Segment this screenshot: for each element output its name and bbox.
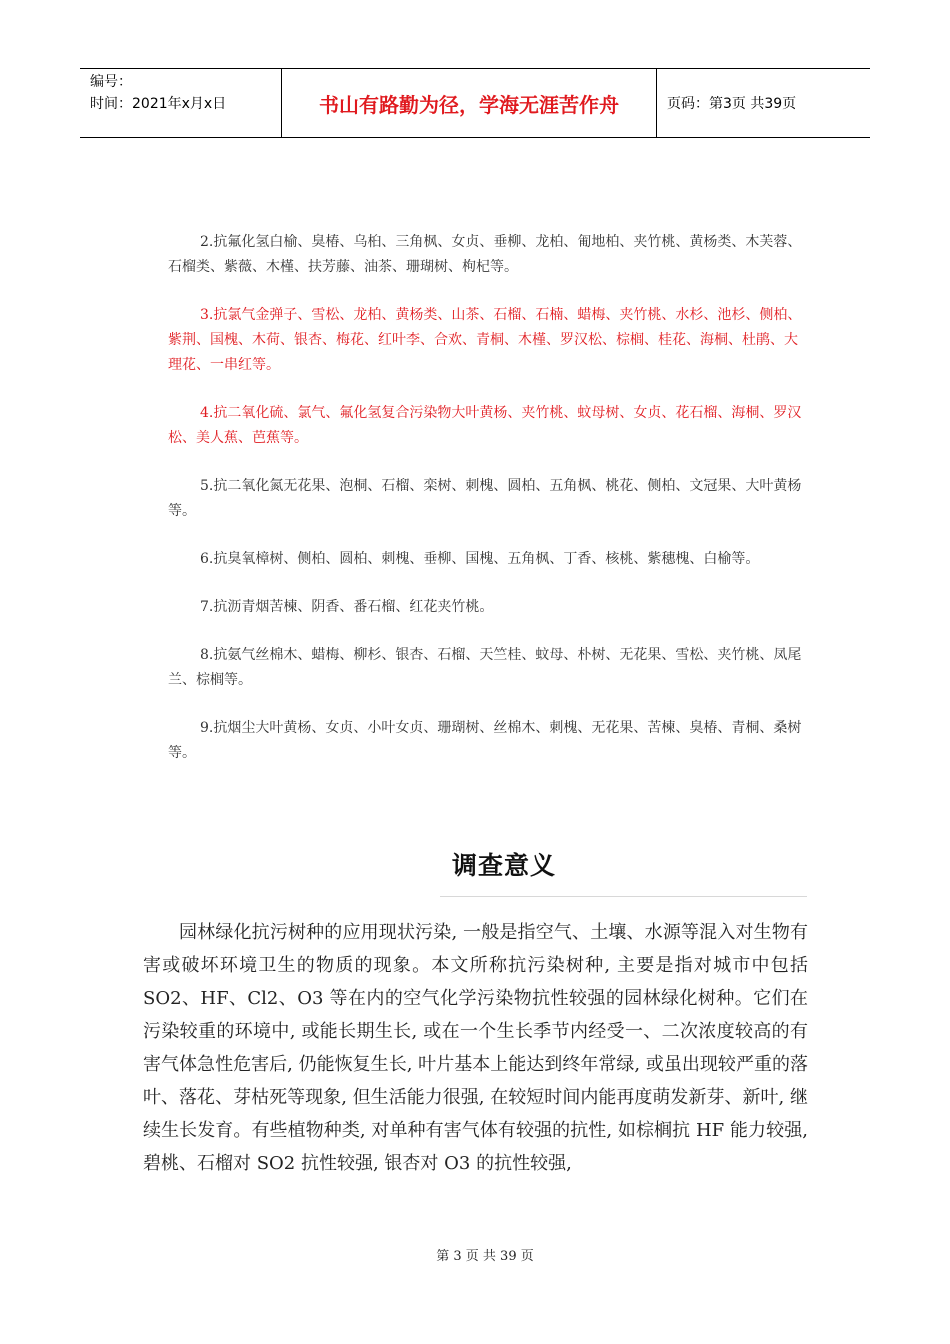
list-item-8: 8.抗氨气丝棉木、蜡梅、柳杉、银杏、石榴、天竺桂、蚊母、朴树、无花果、雪松、夹竹桃、凤尾兰、棕榈等。 [168,647,802,688]
page-footer: 第 3 页 共 39 页 [436,1249,534,1264]
resistant-species-list [168,230,808,789]
list-item-6: 6.抗臭氧樟树、侧柏、圆柏、刺槐、垂柳、国槐、五角枫、丁香、核桃、紫穗槐、白榆等。 [200,551,760,567]
list-item-7: 7.抗沥青烟苦楝、阴香、番石榴、红花夹竹桃。 [200,599,494,615]
list-item-4: 4.抗二氧化硫、氯气、氟化氢复合污染物大叶黄杨、夹竹桃、蚊母树、女贞、花石榴、海桐、罗汉松、美人蕉、芭蕉等。 [168,405,802,446]
header-motto: 书山有路勤为径，学海无涯苦作舟 [282,69,657,137]
list-item-3: 3.抗氯气金弹子、雪松、龙柏、黄杨类、山茶、石榴、石楠、蜡梅、夹竹桃、水杉、池杉、侧柏、紫荆、国槐、木荷、银杏、梅花、红叶李、合欢、青桐、木槿、罗汉松、棕榈、桂花、海桐、杜鹃、大理花、一串红等。 [168,307,802,373]
code-label: 编号： [90,74,132,90]
header-page-label: 页码：第3页 共39页 [667,96,797,112]
list-item-5: 5.抗二氧化氮无花果、泡桐、石榴、栾树、刺槐、圆柏、五角枫、桃花、侧柏、文冠果、大叶黄杨等。 [168,478,802,519]
list-item-9: 9.抗烟尘大叶黄杨、女贞、小叶女贞、珊瑚树、丝棉木、刺槐、无花果、苦楝、臭椿、青桐、桑树等。 [168,720,802,761]
section-title: 调查意义 [452,851,557,880]
section-body: 园林绿化抗污树种的应用现状污染, 一般是指空气、土壤、水源等混入对生物有害或破坏环境卫生的物质的现象。本文所称抗污染树种, 主要是指对城市中包括 SO2、HF、Cl2、O3 等在内的空气化学污染物抗性较强的园林绿化树种。它们在污染较重的环境中, 或能长期生长, 或在一个生长季节内经受一、二次浓度较高的有害气体急性危害后, 仍能恢复生长, 叶片基本上能达到终年常绿, 或虽出现较严重的落叶、落花、芽枯死等现象, 但生活能力很强, 在较短时间内能再度萌发新芽、新叶, 继续生长发育。有些植物种类, 对单种有害气体有较强的抗性, 如棕榈抗 HF 能力较强, 碧桃、石榴对 SO2 抗性较强, 银杏对 O3 的抗性较强, [143,922,808,1174]
time-label: 时间：2021年x月x日 [90,96,227,112]
header-meta [80,69,282,137]
header-table [80,68,870,138]
section-divider [440,896,807,897]
list-item-2: 2.抗氟化氢白榆、臭椿、乌桕、三角枫、女贞、垂柳、龙柏、匍地柏、夹竹桃、黄杨类、木芙蓉、石榴类、紫薇、木槿、扶芳藤、油茶、珊瑚树、枸杞等。 [168,234,802,275]
